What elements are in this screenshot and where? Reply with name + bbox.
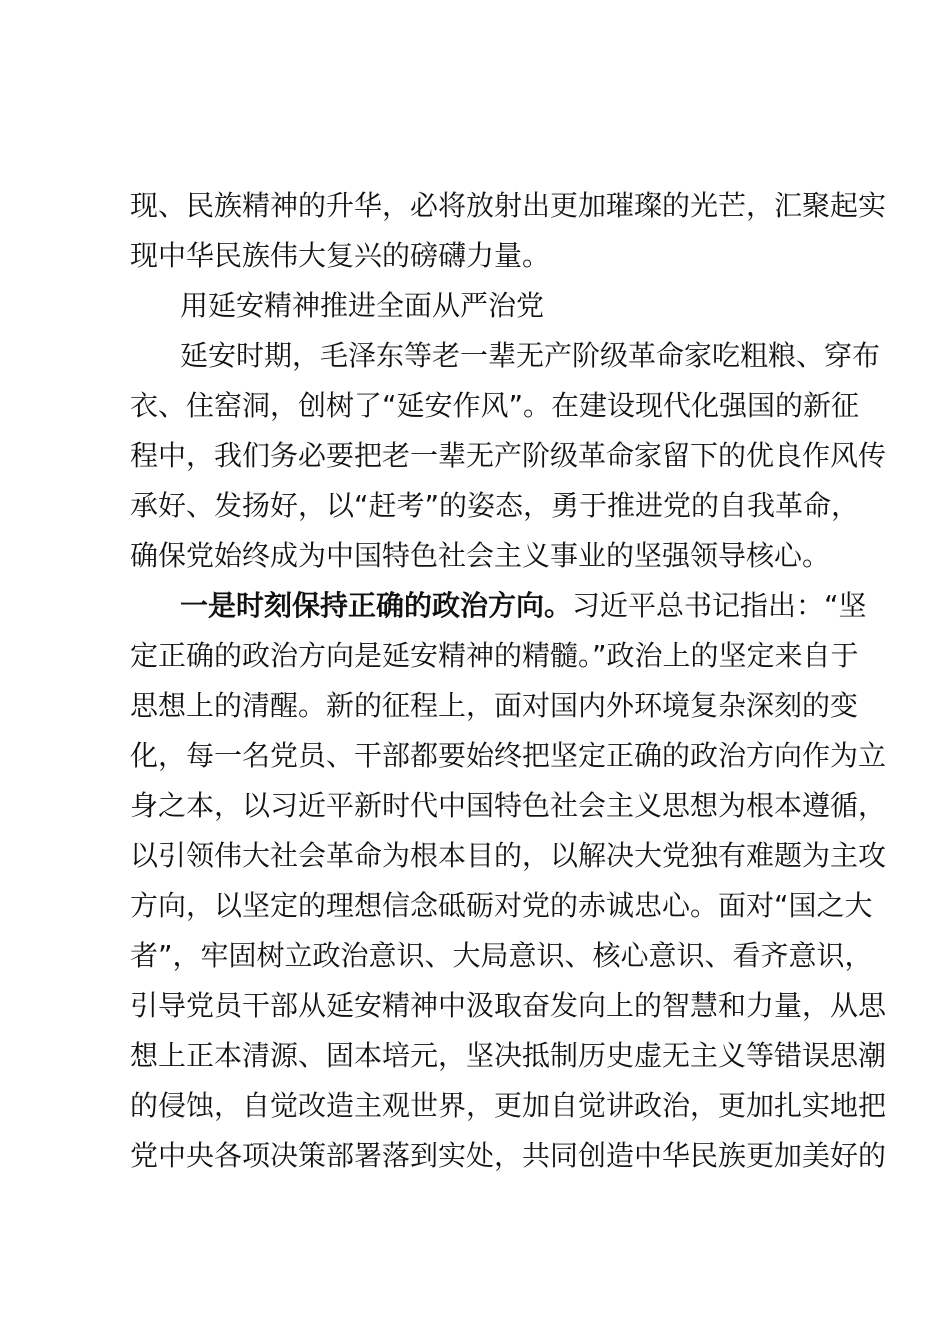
paragraph-1 [130,181,887,281]
text-line: 身之本，以习近平新时代中国特色社会主义思想为根本遵循， [130,789,887,822]
bold-lead: 一是时刻保持正确的政治方向。 [180,589,573,622]
text-line [130,581,867,631]
text-line: 现中华民族伟大复兴的磅礴力量。 [130,239,551,272]
text-line: 程中，我们务必要把老一辈无产阶级革命家留下的优良作风传 [130,439,887,472]
text-line: 的侵蚀，自觉改造主观世界，更加自觉讲政治，更加扎实地把 [130,1089,887,1122]
text-line: 现、民族精神的升华，必将放射出更加璀璨的光芒，汇聚起实 [130,189,887,222]
text-line: 定正确的政治方向是延安精神的精髓。”政治上的坚定来自于 [130,639,859,672]
paragraph-3 [130,581,887,1181]
text-line: 引导党员干部从延安精神中汲取奋发向上的智慧和力量，从思 [130,989,887,1022]
section-heading: 用延安精神推进全面从严治党 [180,289,545,322]
paragraph-2 [130,331,887,581]
text-line: 想上正本清源、固本培元，坚决抵制历史虚无主义等错误思潮 [130,1039,887,1072]
text-line: 确保党始终成为中国特色社会主义事业的坚强领导核心。 [130,539,831,572]
document-page [130,181,887,1181]
text-line: 衣、住窑洞，创树了“延安作风”。在建设现代化强国的新征 [130,389,860,422]
text-line: 者”，牢固树立政治意识、大局意识、核心意识、看齐意识， [130,939,873,972]
text-line: 党中央各项决策部署落到实处，共同创造中华民族更加美好的 [130,1139,887,1172]
text-line: 思想上的清醒。新的征程上，面对国内外环境复杂深刻的变 [130,689,859,722]
text-line: 承好、发扬好，以“赶考”的姿态，勇于推进党的自我革命， [130,489,860,522]
text-line: 以引领伟大社会革命为根本目的，以解决大党独有难题为主攻 [130,839,887,872]
text-line: 方向，以坚定的理想信念砥砺对党的赤诚忠心。面对“国之大 [130,889,873,922]
lead-rest: 习近平总书记指出：“坚 [572,589,867,622]
text-line: 延安时期，毛泽东等老一辈无产阶级革命家吃粗粮、穿布 [180,339,881,372]
text-line: 化，每一名党员、干部都要始终把坚定正确的政治方向作为立 [130,739,887,772]
